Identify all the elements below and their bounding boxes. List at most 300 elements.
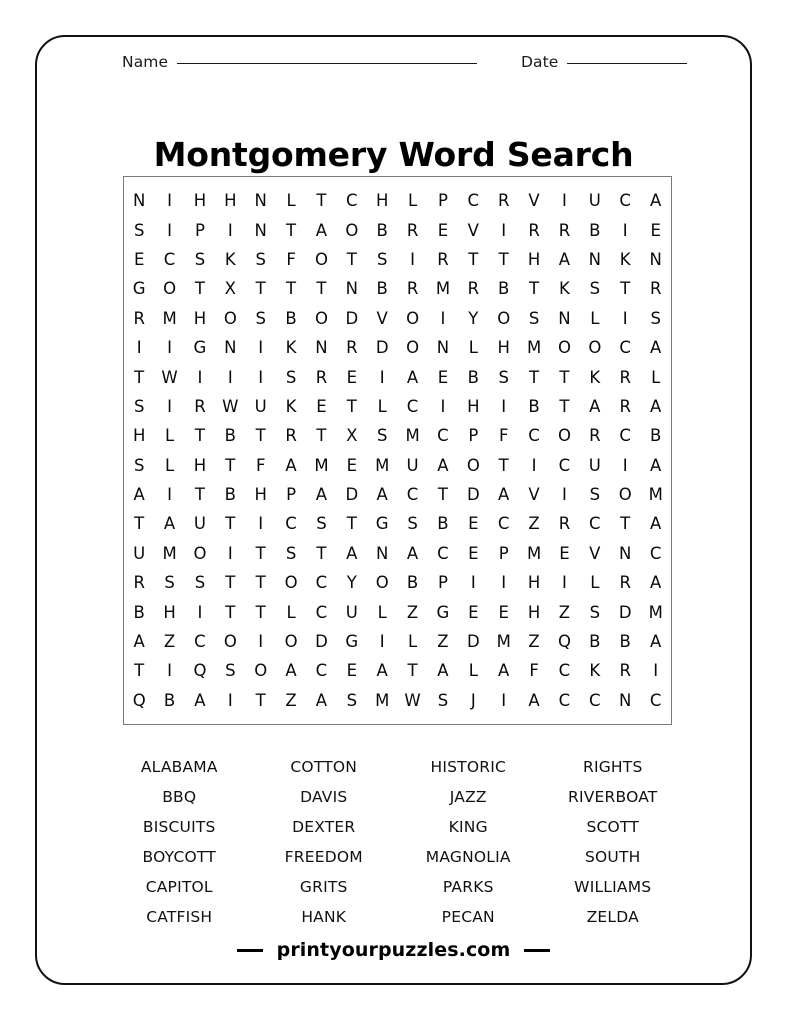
letter-cell[interactable]: O [314, 249, 328, 269]
letter-cell[interactable]: L [407, 632, 418, 652]
letter-cell[interactable]: N [619, 543, 632, 563]
letter-cell[interactable]: Y [346, 573, 357, 593]
letter-cell[interactable]: A [558, 249, 571, 269]
letter-cell[interactable]: I [501, 690, 507, 710]
word-list-item[interactable]: FREEDOM [284, 848, 363, 866]
letter-cell[interactable]: I [258, 367, 264, 387]
letter-cell[interactable]: K [285, 396, 297, 416]
letter-cell[interactable]: G [132, 279, 146, 299]
letter-cell[interactable]: I [379, 367, 385, 387]
letter-cell[interactable]: R [649, 279, 662, 299]
letter-cell[interactable]: M [526, 338, 542, 358]
letter-cell[interactable]: E [346, 367, 358, 387]
letter-cell[interactable]: Q [193, 661, 207, 681]
letter-cell[interactable]: X [346, 426, 358, 446]
letter-cell[interactable]: I [440, 396, 446, 416]
letter-cell[interactable]: A [498, 661, 510, 681]
word-list-item[interactable]: CAPITOL [145, 878, 213, 896]
letter-cell[interactable]: R [619, 573, 631, 593]
letter-cell[interactable]: D [466, 632, 480, 652]
letter-cell[interactable]: S [589, 279, 601, 299]
letter-cell[interactable]: E [559, 543, 570, 563]
letter-cell[interactable]: M [405, 426, 420, 446]
letter-cell[interactable]: T [255, 602, 266, 622]
letter-cell[interactable]: N [376, 543, 389, 563]
letter-cell[interactable]: C [649, 543, 662, 563]
letter-cell[interactable]: L [164, 426, 175, 446]
word-list-item[interactable]: BISCUITS [142, 818, 216, 836]
letter-cell[interactable]: E [468, 514, 479, 534]
letter-cell[interactable]: B [224, 426, 236, 446]
letter-cell[interactable]: L [377, 602, 387, 622]
letter-cell[interactable]: I [197, 367, 203, 387]
letter-cell[interactable]: O [314, 308, 328, 328]
letter-cell[interactable]: L [377, 396, 387, 416]
letter-cell[interactable]: O [284, 573, 298, 593]
letter-cell[interactable]: T [468, 249, 479, 269]
letter-cell[interactable]: A [315, 690, 328, 710]
letter-cell[interactable]: I [227, 220, 233, 240]
letter-cell[interactable]: R [589, 426, 601, 446]
letter-cell[interactable]: C [315, 573, 328, 593]
name-write-line[interactable] [177, 63, 477, 64]
letter-cell[interactable]: M [526, 543, 542, 563]
letter-cell[interactable]: O [406, 338, 420, 358]
letter-cell[interactable]: R [619, 367, 631, 387]
word-list-item[interactable]: HISTORIC [430, 758, 506, 776]
letter-cell[interactable]: I [227, 367, 233, 387]
letter-cell[interactable]: S [589, 602, 601, 622]
letter-cell[interactable]: I [258, 632, 264, 652]
letter-cell[interactable]: I [653, 661, 659, 681]
letter-cell[interactable]: A [315, 485, 328, 505]
letter-cell[interactable]: S [133, 455, 145, 475]
letter-cell[interactable]: U [193, 514, 206, 534]
letter-cell[interactable]: I [562, 485, 567, 505]
letter-cell[interactable]: H [224, 191, 237, 211]
letter-cell[interactable]: B [619, 632, 631, 652]
letter-cell[interactable]: F [529, 661, 539, 681]
word-list-item[interactable]: BOYCOTT [142, 848, 216, 866]
letter-cell[interactable]: C [406, 396, 419, 416]
letter-cell[interactable]: P [286, 485, 297, 505]
letter-cell[interactable]: I [501, 573, 507, 593]
letter-cell[interactable]: S [133, 220, 145, 240]
letter-cell[interactable]: R [133, 308, 145, 328]
letter-cell[interactable]: S [194, 249, 206, 269]
letter-cell[interactable]: H [375, 191, 389, 211]
letter-cell[interactable]: I [258, 514, 264, 534]
letter-cell[interactable]: A [285, 661, 297, 681]
letter-cell[interactable]: A [406, 367, 419, 387]
letter-cell[interactable]: R [406, 279, 419, 299]
letter-cell[interactable]: T [255, 543, 266, 563]
letter-cell[interactable]: I [470, 573, 476, 593]
letter-cell[interactable]: N [254, 220, 267, 240]
letter-cell[interactable]: E [133, 249, 145, 269]
letter-cell[interactable]: C [467, 191, 480, 211]
letter-cell[interactable]: I [501, 220, 507, 240]
letter-cell[interactable]: S [255, 249, 266, 269]
letter-cell[interactable]: T [134, 661, 145, 681]
letter-cell[interactable]: K [619, 249, 631, 269]
letter-cell[interactable]: I [197, 602, 203, 622]
letter-cell[interactable]: T [194, 426, 205, 446]
letter-cell[interactable]: T [225, 455, 236, 475]
letter-cell[interactable]: R [285, 426, 297, 446]
word-list-item[interactable]: SOUTH [584, 848, 641, 866]
letter-cell[interactable]: N [649, 249, 662, 269]
letter-cell[interactable]: H [193, 308, 207, 328]
letter-cell[interactable]: Z [406, 602, 419, 622]
word-list-item[interactable]: KING [448, 818, 488, 836]
letter-cell[interactable]: R [467, 279, 480, 299]
letter-cell[interactable]: C [315, 661, 328, 681]
letter-cell[interactable]: C [497, 514, 510, 534]
letter-cell[interactable]: N [224, 338, 237, 358]
letter-cell[interactable]: M [314, 455, 329, 475]
letter-cell[interactable]: A [376, 661, 388, 681]
letter-cell[interactable]: M [435, 279, 451, 299]
letter-cell[interactable]: A [650, 632, 662, 652]
letter-cell[interactable]: I [531, 455, 537, 475]
letter-cell[interactable]: R [619, 396, 631, 416]
word-list-item[interactable]: ZELDA [586, 908, 639, 926]
letter-cell[interactable]: R [497, 191, 510, 211]
letter-cell[interactable]: N [345, 279, 358, 299]
word-list-item[interactable]: PECAN [441, 908, 495, 926]
letter-cell[interactable]: O [557, 338, 571, 358]
word-list-item[interactable]: WILLIAMS [574, 878, 652, 896]
letter-cell[interactable]: A [437, 455, 449, 475]
letter-cell[interactable]: K [559, 279, 570, 299]
letter-cell[interactable]: C [437, 426, 449, 446]
letter-cell[interactable]: I [440, 308, 446, 328]
letter-cell[interactable]: S [194, 573, 206, 593]
letter-cell[interactable]: I [167, 485, 172, 505]
letter-cell[interactable]: W [404, 690, 421, 710]
letter-cell[interactable]: M [162, 543, 177, 563]
letter-cell[interactable]: I [227, 690, 233, 710]
letter-cell[interactable]: U [406, 455, 419, 475]
letter-cell[interactable]: V [528, 191, 540, 211]
letter-cell[interactable]: E [498, 602, 509, 622]
letter-cell[interactable]: L [286, 191, 296, 211]
word-list-item[interactable]: CATFISH [146, 908, 213, 926]
letter-cell[interactable]: U [588, 455, 601, 475]
letter-cell[interactable]: I [622, 308, 628, 328]
letter-cell[interactable]: S [437, 690, 449, 710]
letter-cell[interactable]: R [437, 249, 449, 269]
letter-cell[interactable]: A [650, 338, 662, 358]
letter-cell[interactable]: E [316, 396, 327, 416]
letter-cell[interactable]: D [345, 308, 359, 328]
letter-cell[interactable]: C [558, 690, 571, 710]
letter-cell[interactable]: D [618, 602, 632, 622]
letter-cell[interactable]: T [225, 573, 236, 593]
letter-cell[interactable]: T [529, 367, 540, 387]
letter-cell[interactable]: T [134, 514, 145, 534]
word-list-item[interactable]: COTTON [290, 758, 358, 776]
letter-cell[interactable]: C [558, 455, 571, 475]
letter-cell[interactable]: T [316, 426, 327, 446]
letter-cell[interactable]: C [315, 602, 328, 622]
letter-cell[interactable]: N [254, 191, 267, 211]
letter-cell[interactable]: N [133, 191, 146, 211]
letter-cell[interactable]: B [376, 220, 388, 240]
letter-cell[interactable]: C [589, 514, 601, 534]
letter-cell[interactable]: A [650, 396, 662, 416]
letter-cell[interactable]: H [132, 426, 146, 446]
letter-cell[interactable]: C [558, 661, 571, 681]
letter-cell[interactable]: C [437, 543, 449, 563]
letter-cell[interactable]: J [470, 690, 476, 710]
letter-cell[interactable]: O [254, 661, 268, 681]
letter-cell[interactable]: T [407, 661, 418, 681]
date-write-line[interactable] [567, 63, 687, 64]
letter-cell[interactable]: S [285, 367, 297, 387]
letter-cell[interactable]: L [590, 573, 600, 593]
letter-cell[interactable]: I [622, 455, 628, 475]
letter-cell[interactable]: Z [437, 632, 449, 652]
letter-cell[interactable]: W [222, 396, 239, 416]
letter-cell[interactable]: S [316, 514, 327, 534]
word-list-item[interactable]: BBQ [162, 788, 197, 806]
letter-cell[interactable]: C [619, 426, 631, 446]
letter-cell[interactable]: I [501, 396, 507, 416]
letter-cell[interactable]: B [406, 573, 419, 593]
letter-cell[interactable]: I [167, 338, 172, 358]
letter-cell[interactable]: S [164, 573, 175, 593]
letter-cell[interactable]: R [558, 220, 571, 240]
letter-cell[interactable]: T [316, 279, 327, 299]
letter-cell[interactable]: M [648, 602, 663, 622]
letter-cell[interactable]: Q [557, 632, 571, 652]
letter-cell[interactable]: A [194, 690, 206, 710]
letter-cell[interactable]: W [161, 367, 178, 387]
letter-cell[interactable]: T [316, 191, 327, 211]
name-field[interactable] [122, 53, 477, 71]
word-list-item[interactable]: SCOTT [586, 818, 640, 836]
letter-cell[interactable]: T [498, 455, 509, 475]
letter-cell[interactable]: R [315, 367, 328, 387]
letter-cell[interactable]: Z [528, 514, 540, 534]
letter-cell[interactable]: O [588, 338, 602, 358]
letter-cell[interactable]: T [437, 485, 448, 505]
letter-cell[interactable]: L [468, 338, 478, 358]
letter-cell[interactable]: S [650, 308, 661, 328]
letter-cell[interactable]: S [225, 661, 236, 681]
letter-cell[interactable]: R [558, 514, 571, 534]
letter-cell[interactable]: T [559, 396, 570, 416]
letter-cell[interactable]: T [255, 426, 266, 446]
letter-cell[interactable]: T [559, 367, 570, 387]
letter-cell[interactable]: C [285, 514, 297, 534]
letter-cell[interactable]: H [254, 485, 267, 505]
letter-cell[interactable]: T [620, 279, 631, 299]
letter-cell[interactable]: T [346, 249, 357, 269]
letter-cell[interactable]: A [376, 485, 388, 505]
letter-cell[interactable]: S [376, 426, 388, 446]
letter-cell[interactable]: S [133, 396, 145, 416]
letter-cell[interactable]: K [589, 661, 601, 681]
word-list-item[interactable]: HANK [301, 908, 347, 926]
word-list-item[interactable]: RIGHTS [582, 758, 643, 776]
letter-cell[interactable]: I [136, 338, 142, 358]
word-list-item[interactable]: MAGNOLIA [425, 848, 511, 866]
letter-cell[interactable]: I [167, 661, 172, 681]
letter-cell[interactable]: U [588, 191, 601, 211]
letter-cell[interactable]: R [619, 661, 631, 681]
letter-cell[interactable]: Q [132, 690, 146, 710]
word-list-item[interactable]: DEXTER [292, 818, 356, 836]
letter-cell[interactable]: Z [163, 632, 176, 652]
letter-cell[interactable]: H [193, 191, 207, 211]
letter-cell[interactable]: C [194, 632, 206, 652]
letter-cell[interactable]: R [346, 338, 358, 358]
letter-cell[interactable]: B [498, 279, 510, 299]
letter-cell[interactable]: T [194, 279, 205, 299]
letter-cell[interactable]: I [167, 396, 172, 416]
letter-cell[interactable]: H [527, 573, 541, 593]
letter-cell[interactable]: I [562, 573, 567, 593]
letter-cell[interactable]: T [255, 573, 266, 593]
letter-cell[interactable]: T [346, 514, 357, 534]
letter-cell[interactable]: A [346, 543, 358, 563]
letter-cell[interactable]: S [498, 367, 509, 387]
letter-cell[interactable]: G [436, 602, 450, 622]
letter-cell[interactable]: A [528, 690, 540, 710]
letter-cell[interactable]: V [589, 543, 601, 563]
letter-cell[interactable]: Z [285, 690, 297, 710]
letter-cell[interactable]: N [619, 690, 632, 710]
letter-cell[interactable]: M [375, 455, 390, 475]
letter-cell[interactable]: H [497, 338, 510, 358]
letter-cell[interactable]: B [163, 690, 176, 710]
letter-cell[interactable]: Z [558, 602, 571, 622]
letter-cell[interactable]: P [437, 573, 448, 593]
letter-cell[interactable]: A [650, 514, 662, 534]
letter-cell[interactable]: C [619, 191, 631, 211]
letter-cell[interactable]: E [346, 661, 358, 681]
letter-cell[interactable]: V [467, 220, 479, 240]
letter-cell[interactable]: A [163, 514, 176, 534]
letter-cell[interactable]: F [286, 249, 296, 269]
letter-cell[interactable]: A [437, 661, 449, 681]
letter-cell[interactable]: T [134, 367, 145, 387]
letter-cell[interactable]: E [650, 220, 661, 240]
letter-cell[interactable]: T [620, 514, 631, 534]
letter-cell[interactable]: S [407, 514, 418, 534]
letter-cell[interactable]: B [285, 308, 297, 328]
letter-cell[interactable]: I [562, 191, 567, 211]
letter-cell[interactable]: S [255, 308, 266, 328]
letter-cell[interactable]: O [223, 308, 237, 328]
letter-cell[interactable]: H [467, 396, 480, 416]
letter-cell[interactable]: M [375, 690, 390, 710]
letter-cell[interactable]: D [345, 485, 359, 505]
letter-cell[interactable]: S [376, 249, 388, 269]
letter-cell[interactable]: U [254, 396, 267, 416]
letter-cell[interactable]: I [410, 249, 415, 269]
letter-cell[interactable]: O [557, 426, 571, 446]
letter-cell[interactable]: A [650, 455, 662, 475]
letter-cell[interactable]: B [589, 632, 601, 652]
letter-cell[interactable]: C [406, 485, 419, 505]
letter-cell[interactable]: C [346, 191, 358, 211]
word-list-item[interactable]: ALABAMA [140, 758, 218, 776]
letter-cell[interactable]: R [528, 220, 540, 240]
letter-cell[interactable]: O [345, 220, 359, 240]
letter-cell[interactable]: L [407, 191, 418, 211]
letter-cell[interactable]: O [497, 308, 511, 328]
letter-cell[interactable]: V [376, 308, 388, 328]
letter-cell[interactable]: G [375, 514, 389, 534]
letter-cell[interactable]: Y [468, 308, 479, 328]
word-list-item[interactable]: DAVIS [300, 788, 348, 806]
letter-cell[interactable]: A [133, 485, 145, 505]
letter-cell[interactable]: D [315, 632, 328, 652]
letter-cell[interactable]: N [315, 338, 328, 358]
letter-cell[interactable]: N [558, 308, 571, 328]
letter-cell[interactable]: P [468, 426, 479, 446]
letter-cell[interactable]: S [285, 543, 297, 563]
letter-cell[interactable]: C [649, 690, 662, 710]
letter-cell[interactable]: S [589, 485, 601, 505]
letter-cell[interactable]: K [224, 249, 236, 269]
letter-cell[interactable]: D [375, 338, 389, 358]
letter-cell[interactable]: I [379, 632, 385, 652]
letter-cell[interactable]: P [437, 191, 448, 211]
letter-cell[interactable]: K [589, 367, 601, 387]
letter-cell[interactable]: Z [528, 632, 540, 652]
letter-cell[interactable]: F [498, 426, 509, 446]
letter-cell[interactable]: T [225, 514, 236, 534]
letter-cell[interactable]: P [194, 220, 205, 240]
letter-cell[interactable]: C [619, 338, 631, 358]
letter-cell[interactable]: O [284, 632, 298, 652]
letter-cell[interactable]: A [133, 632, 145, 652]
letter-cell[interactable]: I [258, 338, 264, 358]
letter-cell[interactable]: H [527, 602, 541, 622]
letter-cell[interactable]: O [163, 279, 177, 299]
letter-cell[interactable]: T [316, 543, 327, 563]
letter-cell[interactable]: L [286, 602, 296, 622]
letter-cell[interactable]: A [315, 220, 328, 240]
letter-cell[interactable]: I [167, 220, 172, 240]
letter-cell[interactable]: T [225, 602, 236, 622]
letter-cell[interactable]: O [193, 543, 207, 563]
letter-cell[interactable]: I [227, 543, 233, 563]
letter-cell[interactable]: N [588, 249, 601, 269]
letter-cell[interactable]: L [164, 455, 175, 475]
letter-cell[interactable]: B [224, 485, 236, 505]
letter-cell[interactable]: E [468, 602, 479, 622]
letter-cell[interactable]: N [436, 338, 450, 358]
letter-cell[interactable]: L [651, 367, 661, 387]
letter-cell[interactable]: M [648, 485, 663, 505]
letter-cell[interactable]: T [286, 279, 297, 299]
letter-cell[interactable]: R [133, 573, 145, 593]
letter-cell[interactable]: O [466, 455, 480, 475]
letter-cell[interactable]: X [224, 279, 236, 299]
letter-cell[interactable]: B [133, 602, 145, 622]
letter-cell[interactable]: H [163, 602, 176, 622]
letter-cell[interactable]: G [345, 632, 359, 652]
letter-cell[interactable]: R [406, 220, 419, 240]
letter-cell[interactable]: A [589, 396, 601, 416]
word-list-item[interactable]: GRITS [299, 878, 348, 896]
